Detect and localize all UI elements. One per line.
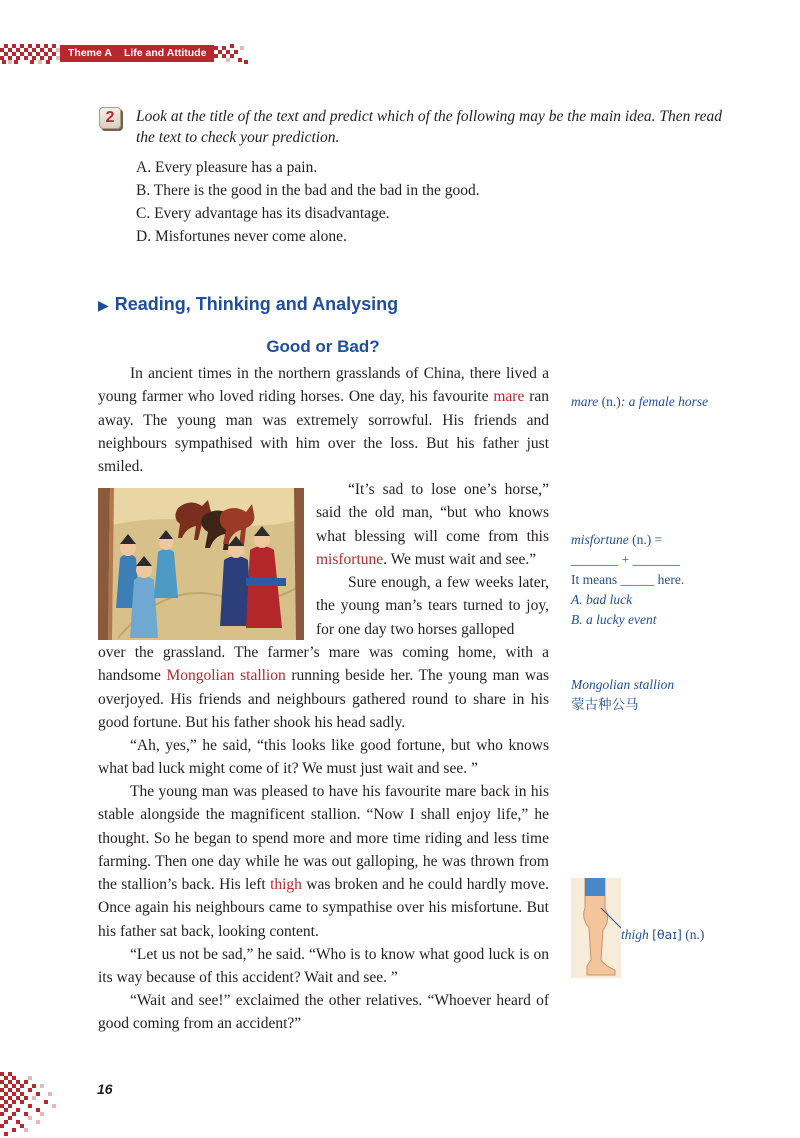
keyword-mare: mare [493, 388, 525, 406]
p3-text-b: over the grassland. The farmer’s mare was coming home, with a handsome [98, 644, 549, 685]
option-c: C. Every advantage has its disadvantage. [136, 205, 390, 222]
note-stallion-word: Mongolian stallion [571, 677, 675, 692]
p5-text-b: was broken and he could hardly move. Once again his neighbours came to sympathise over his misfortune. But his father sat back, looking content. [98, 876, 549, 940]
story-paragraph-4 [98, 734, 549, 781]
task-options-list [136, 156, 480, 248]
leg-illustration [571, 878, 621, 978]
note-thigh-pos: (n.) [685, 927, 705, 942]
story-paragraph-1 [98, 362, 549, 478]
note-misfortune-option-a: A. bad luck [571, 592, 633, 607]
note-misfortune [571, 530, 731, 630]
option-b: B. There is the good in the bad and the bad in the good. [136, 182, 480, 199]
task-instruction: Look at the title of the text and predict which of the following may be the main idea. Then read the text to check your prediction. [136, 108, 723, 146]
option-a: A. Every pleasure has a pain. [136, 159, 318, 176]
note-thigh-word: thigh [621, 927, 649, 942]
note-thigh [621, 926, 704, 944]
p1-text-b: ran away. The young man was extremely sorrowful. His friends and neighbours sympathised with him over the loss. But his father just smiled. [98, 388, 549, 476]
theme-topic: Life and Attitude [123, 47, 207, 59]
story-paragraph-3-start [316, 571, 549, 641]
theme-name: Theme A [68, 47, 112, 59]
keyword-misfortune: misfortune [316, 550, 384, 568]
note-mare-word: mare [571, 394, 599, 409]
p1-text-a: In ancient times in the northern grasslands of China, there lived a young farmer who loved riding horses. One day, his favourite [98, 365, 549, 406]
p2-text-a: “It’s sad to lose one’s horse,” said the old man, “but who knows what blessing will come from this [316, 481, 549, 545]
story-title: Good or Bad? [266, 337, 380, 356]
note-misfortune-word: misfortune [571, 532, 629, 547]
page-number: 16 [97, 1081, 113, 1097]
footer-checker-pattern [0, 1068, 96, 1138]
p3-text-c: running beside her. The young man was overjoyed. His friends and neighbours gathered round to share in his good fortune. But his father shook his head sadly. [98, 667, 549, 731]
note-mare-pos: (n.) [601, 394, 621, 409]
theme-label [60, 45, 214, 62]
option-d: D. Misfortunes never come alone. [136, 228, 347, 245]
story-illustration [98, 488, 304, 640]
p6-text: “Let us not be sad,” he said. “Who is to know what good luck is on its way because of this accident? Wait and see. ” [98, 946, 549, 987]
note-misfortune-option-b: B. a lucky event [571, 612, 657, 627]
p3-text-a: Sure enough, a few weeks later, the young man’s tears turned to joy, for one day two horses galloped [316, 574, 549, 638]
note-mare-definition: : a female horse [620, 394, 709, 409]
keyword-thigh: thigh [270, 876, 302, 894]
p7-text: “Wait and see!” exclaimed the other relatives. “Whoever heard of good coming from an accident?” [98, 992, 549, 1033]
note-misfortune-blanks: _______ + _______ [571, 552, 680, 567]
story-paragraph-6 [98, 943, 549, 990]
keyword-mongolian-stallion: Mongolian stallion [166, 667, 286, 685]
triangle-arrow-icon: ▶ [98, 297, 109, 313]
story-paragraph-3-continued [98, 641, 549, 734]
story-paragraph-7 [98, 989, 549, 1036]
note-stallion-chinese: 蒙古种公马 [571, 697, 639, 713]
task-number-badge: 2 [99, 107, 121, 129]
story-paragraph-2 [316, 478, 549, 571]
section-heading [98, 292, 398, 317]
note-mare [571, 392, 721, 412]
note-misfortune-eq: (n.) = [632, 532, 663, 547]
p4-text: “Ah, yes,” he said, “this looks like good fortune, but who knows what bad luck might come of it? We must just wait and see. ” [98, 737, 549, 778]
p5-text-a: The young man was pleased to have his favourite mare back in his stable alongside the magnificent stallion. “Now I shall enjoy life,” he thought. So he began to spend more and more time riding and less time farming. Then one day while he was out galloping, he was thrown from the stallion’s back. His left [98, 783, 549, 894]
p2-text-b: . We must wait and see.” [383, 550, 537, 568]
story-paragraph-5 [98, 780, 549, 943]
note-misfortune-means: It means _____ here. [571, 572, 685, 587]
note-mongolian-stallion [571, 675, 731, 715]
note-thigh-ipa: [θaɪ] [652, 927, 682, 942]
section-heading-text: Reading, Thinking and Analysing [114, 294, 399, 314]
